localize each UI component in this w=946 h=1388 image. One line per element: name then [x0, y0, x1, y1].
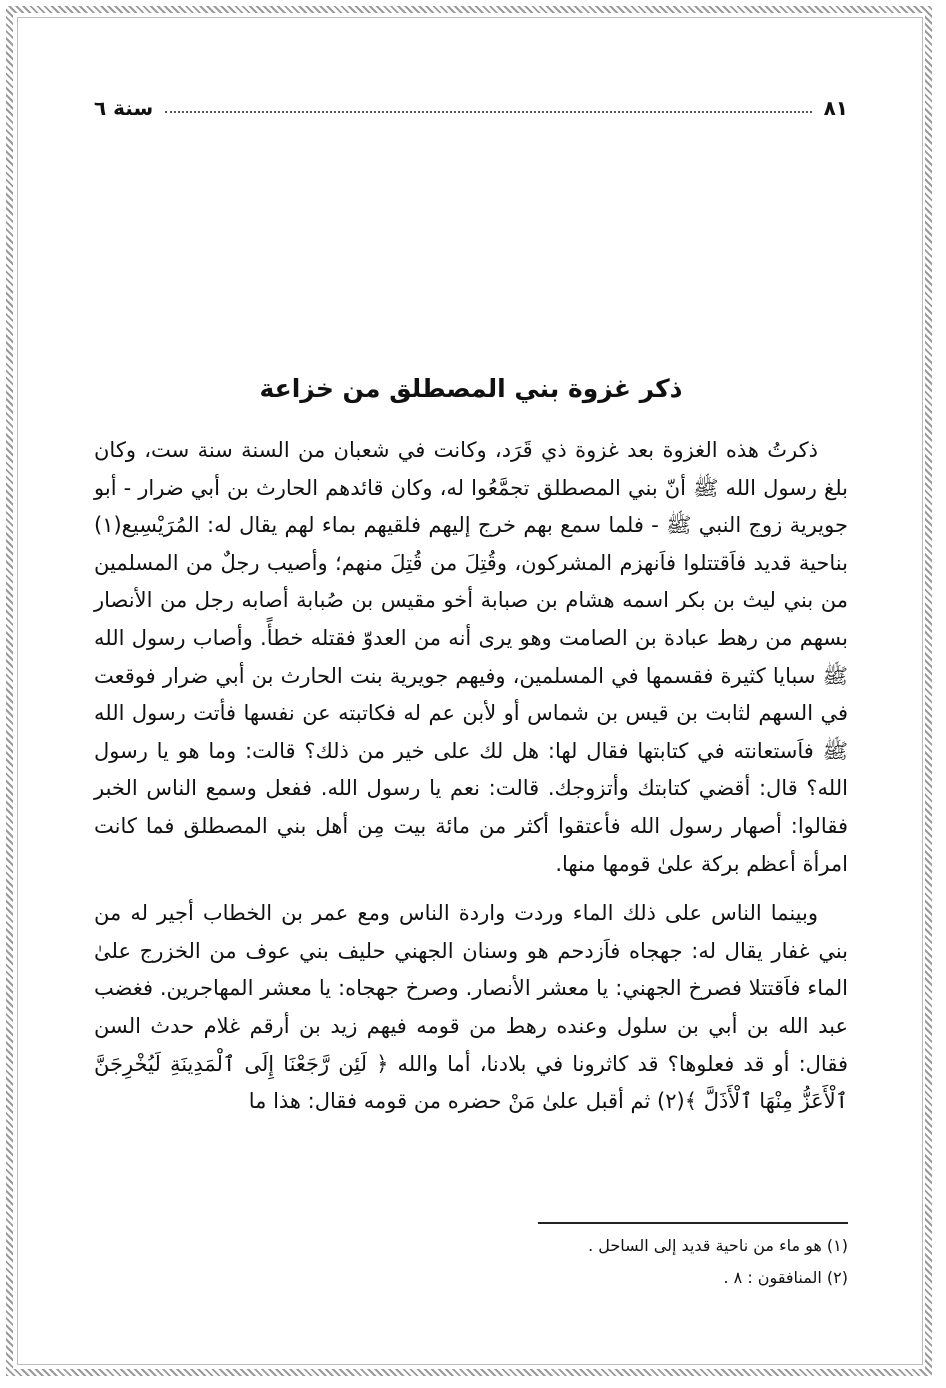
- footnotes: [94, 1230, 848, 1294]
- footnote-1: (١) هو ماء من ناحية قديد إلى الساحل .: [588, 1236, 848, 1255]
- paragraph-1: ذكرتُ هذه الغزوة بعد غزوة ذي قَرَد، وكانت في شعبان من السنة سنة ست، وكان بلغ رسول الله ﷺ أنّ بني المصطلق تجمَّعُوا له، وكان قائدهم الحارث بن أبي ضرار - أبو جويرية زوج النبي ﷺ - فلما سمع بهم خرج إليهم فلقيهم بماء لهم يقال له: المُرَيْسِيع(١) بناحية قديد فاَقتتلوا فاَنهزم المشركون، وقُتِلَ من قُتِلَ منهم؛ وأصيب رجلٌ من المسلمين من بني ليث بن بكر اسمه هشام بن صبابة أخو مقيس بن صُبابة أصابه رجل من الأنصار بسهم من رهط عبادة بن الصامت وهو يرى أنه من العدوّ فقتله خطأً. وأصاب رسول الله ﷺ سبايا كثيرة فقسمها في المسلمين، وفيهم جويرية بنت الحارث بن أبي ضرار فوقعت في السهم لثابت بن قيس بن شماس أو لأبن عم له فكاتبته عن نفسها فأتت رسول الله ﷺ فاَستعانته في كتابتها فقال لها: هل لك على خير من ذلك؟ قالت: وما هو يا رسول الله؟ قال: أقضي كتابتك وأتزوجك. قالت: نعم يا رسول الله. ففعل وسمع الناس الخبر فقالوا: أصهار رسول الله فأعتقوا أكثر من مائة بيت مِن أهل بني المصطلق فما كانت امرأة أعظم بركة علىٰ قومها منها.: [94, 438, 848, 876]
- footnote-separator: [538, 1222, 848, 1224]
- chapter-title: ذكر غزوة بني المصطلق من خزاعة: [259, 374, 683, 403]
- page-number: ٨١: [823, 96, 848, 120]
- footnote-2: (٢) المنافقون : ٨ .: [723, 1268, 848, 1287]
- paragraph-2: وبينما الناس على ذلك الماء وردت واردة الناس ومع عمر بن الخطاب أجير له من بني غفار يقال له: جهجاه فاَزدحم هو وسنان الجهني حليف بني عوف من الخزرج علىٰ الماء فاَقتتلا فصرخ الجهني: يا معشر الأنصار. وصرخ جهجاه: يا معشر المهاجرين. فغضب عبد الله بن أبي بن سلول وعنده رهط من قومه فيهم زيد بن أرقم غلام حدث السن فقال: أو قد فعلوها؟ قد كاثرونا في بلادنا، أما والله ﴿ لَئِن رَّجَعْنَا إِلَى ٱلْمَدِينَةِ لَيُخْرِجَنَّ ٱلْأَعَزُّ مِنْهَا ٱلْأَذَلَّ ﴾(٢) ثم أقبل علىٰ مَنْ حضره من قومه فقال: هذا ما: [94, 901, 848, 1114]
- header-dotted-leader: [165, 111, 811, 113]
- header-title: سنة ٦: [94, 96, 154, 120]
- body-text: [94, 432, 848, 1121]
- running-header: [94, 90, 848, 126]
